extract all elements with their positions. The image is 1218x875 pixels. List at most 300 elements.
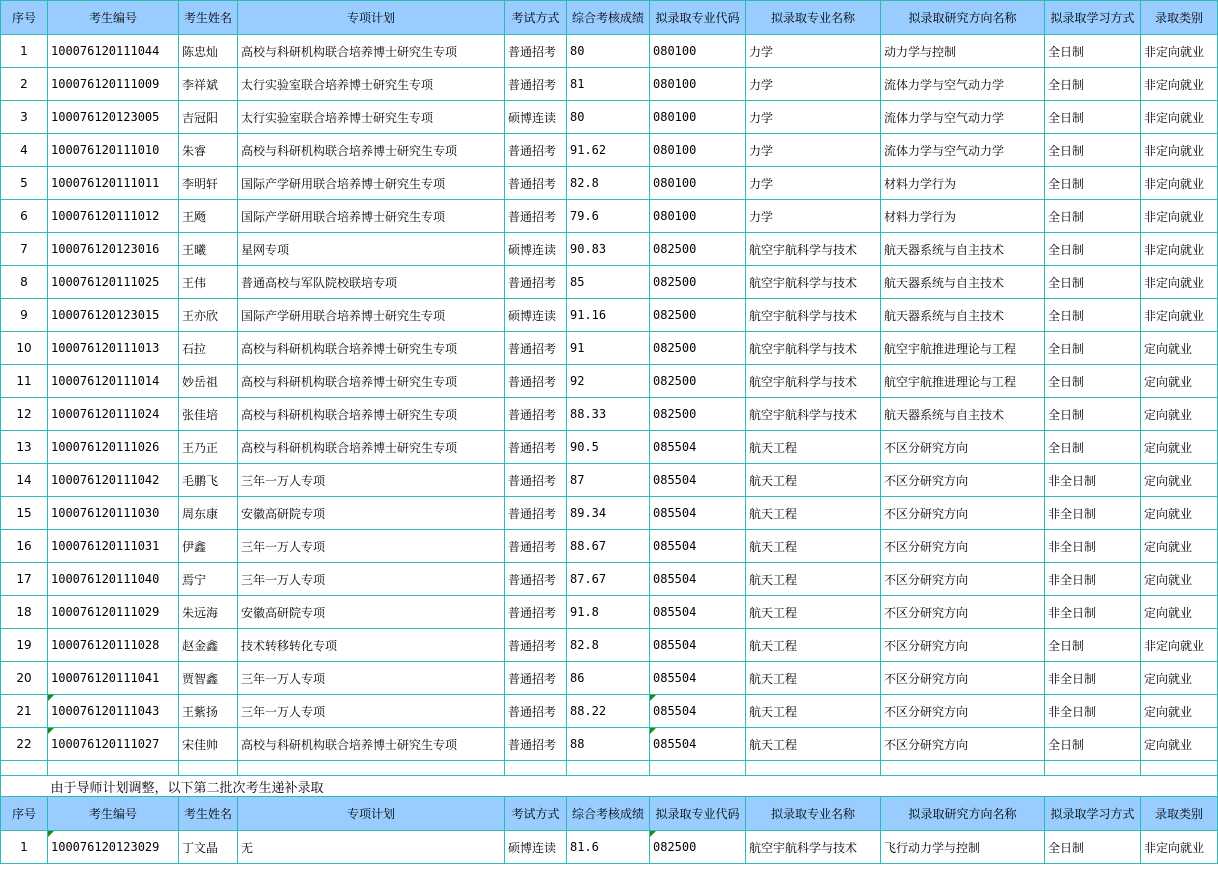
header-col-study-mode: 拟录取学习方式 [1045, 1, 1141, 35]
cell-direction: 不区分研究方向 [881, 662, 1045, 695]
cell-category: 非定向就业 [1141, 233, 1218, 266]
cell-category: 非定向就业 [1141, 101, 1218, 134]
cell-plan: 高校与科研机构联合培养博士研究生专项 [238, 134, 505, 167]
cell-seq: 1 [1, 35, 48, 68]
table-row [1, 134, 1218, 167]
cell-study-mode: 全日制 [1045, 167, 1141, 200]
cell-major-code: 085504 [650, 563, 746, 596]
table-row [1, 200, 1218, 233]
cell-major-name: 航空宇航科学与技术 [746, 299, 881, 332]
empty-cell [1, 761, 48, 776]
cell-seq: 20 [1, 662, 48, 695]
table-row [1, 68, 1218, 101]
cell-score: 88.67 [567, 530, 650, 563]
cell-exam-type: 普通招考 [505, 662, 567, 695]
cell-candidate-id: 100076120111009 [48, 68, 179, 101]
cell-score: 88.22 [567, 695, 650, 728]
cell-seq: 17 [1, 563, 48, 596]
cell-exam-type: 普通招考 [505, 332, 567, 365]
table-row [1, 530, 1218, 563]
cell-name: 焉宁 [179, 563, 238, 596]
cell-name: 朱睿 [179, 134, 238, 167]
cell-study-mode: 非全日制 [1045, 563, 1141, 596]
cell-major-code: 082500 [650, 266, 746, 299]
cell-direction: 不区分研究方向 [881, 464, 1045, 497]
cell-score: 92 [567, 365, 650, 398]
cell-seq: 6 [1, 200, 48, 233]
cell-direction: 不区分研究方向 [881, 530, 1045, 563]
header-col-major-name: 拟录取专业名称 [746, 1, 881, 35]
cell-study-mode: 非全日制 [1045, 497, 1141, 530]
cell-major-code: 082500 [650, 332, 746, 365]
table-row [1, 398, 1218, 431]
cell-major-name: 航天工程 [746, 695, 881, 728]
cell-category: 定向就业 [1141, 464, 1218, 497]
table-row [1, 35, 1218, 68]
cell-candidate-id: 100076120111028 [48, 629, 179, 662]
cell-candidate-id: 100076120123015 [48, 299, 179, 332]
cell-score: 89.34 [567, 497, 650, 530]
cell-candidate-id: 100076120111043 [48, 695, 179, 728]
header-col-candidate-id: 考生编号 [48, 797, 179, 831]
header-col-direction: 拟录取研究方向名称 [881, 1, 1045, 35]
cell-name: 石拉 [179, 332, 238, 365]
empty-cell [881, 761, 1045, 776]
cell-exam-type: 普通招考 [505, 695, 567, 728]
cell-seq: 7 [1, 233, 48, 266]
cell-candidate-id: 100076120123016 [48, 233, 179, 266]
cell-candidate-id: 100076120111041 [48, 662, 179, 695]
cell-exam-type: 普通招考 [505, 563, 567, 596]
cell-plan: 高校与科研机构联合培养博士研究生专项 [238, 431, 505, 464]
cell-major-code: 080100 [650, 134, 746, 167]
table-row [1, 464, 1218, 497]
cell-name: 毛鹏飞 [179, 464, 238, 497]
cell-exam-type: 普通招考 [505, 35, 567, 68]
cell-exam-type: 普通招考 [505, 200, 567, 233]
cell-major-name: 力学 [746, 167, 881, 200]
cell-candidate-id: 100076120111027 [48, 728, 179, 761]
cell-name: 王乃正 [179, 431, 238, 464]
cell-major-code: 085504 [650, 464, 746, 497]
cell-study-mode: 全日制 [1045, 200, 1141, 233]
cell-name: 妙岳祖 [179, 365, 238, 398]
header-col-major-name: 拟录取专业名称 [746, 797, 881, 831]
cell-study-mode: 全日制 [1045, 134, 1141, 167]
cell-plan: 三年一万人专项 [238, 662, 505, 695]
cell-plan: 三年一万人专项 [238, 464, 505, 497]
empty-cell [179, 761, 238, 776]
cell-study-mode: 全日制 [1045, 431, 1141, 464]
cell-score: 82.8 [567, 629, 650, 662]
cell-study-mode: 全日制 [1045, 728, 1141, 761]
empty-cell [505, 761, 567, 776]
cell-study-mode: 全日制 [1045, 831, 1141, 864]
header-col-exam-type: 考试方式 [505, 1, 567, 35]
header-col-category: 录取类别 [1141, 797, 1218, 831]
cell-study-mode: 全日制 [1045, 266, 1141, 299]
cell-category: 非定向就业 [1141, 167, 1218, 200]
cell-score: 80 [567, 35, 650, 68]
cell-score: 90.83 [567, 233, 650, 266]
cell-name: 王紫扬 [179, 695, 238, 728]
cell-study-mode: 非全日制 [1045, 596, 1141, 629]
cell-direction: 不区分研究方向 [881, 431, 1045, 464]
cell-major-code: 085504 [650, 431, 746, 464]
cell-plan: 安徽高研院专项 [238, 596, 505, 629]
cell-major-name: 力学 [746, 35, 881, 68]
header-col-major-code: 拟录取专业代码 [650, 797, 746, 831]
header-col-plan: 专项计划 [238, 1, 505, 35]
header-col-plan: 专项计划 [238, 797, 505, 831]
cell-score: 90.5 [567, 431, 650, 464]
cell-category: 非定向就业 [1141, 629, 1218, 662]
cell-study-mode: 全日制 [1045, 332, 1141, 365]
cell-exam-type: 普通招考 [505, 728, 567, 761]
empty-cell [238, 761, 505, 776]
cell-major-code: 080100 [650, 200, 746, 233]
cell-seq: 2 [1, 68, 48, 101]
cell-major-code: 085504 [650, 596, 746, 629]
cell-direction: 流体力学与空气动力学 [881, 134, 1045, 167]
cell-direction: 不区分研究方向 [881, 695, 1045, 728]
supplement-note: 由于导师计划调整，以下第二批次考生递补录取 [48, 776, 1218, 797]
cell-score: 88 [567, 728, 650, 761]
cell-study-mode: 非全日制 [1045, 464, 1141, 497]
cell-category: 非定向就业 [1141, 266, 1218, 299]
cell-direction: 航空宇航推进理论与工程 [881, 365, 1045, 398]
cell-plan: 三年一万人专项 [238, 563, 505, 596]
cell-name: 王亦欣 [179, 299, 238, 332]
table-row [1, 831, 1218, 864]
cell-score: 85 [567, 266, 650, 299]
cell-exam-type: 普通招考 [505, 431, 567, 464]
cell-major-name: 力学 [746, 101, 881, 134]
cell-plan: 三年一万人专项 [238, 695, 505, 728]
cell-major-code: 085504 [650, 728, 746, 761]
cell-plan: 高校与科研机构联合培养博士研究生专项 [238, 728, 505, 761]
cell-seq: 3 [1, 101, 48, 134]
cell-study-mode: 全日制 [1045, 629, 1141, 662]
cell-score: 81 [567, 68, 650, 101]
cell-major-name: 力学 [746, 134, 881, 167]
cell-candidate-id: 100076120111042 [48, 464, 179, 497]
cell-major-code: 082500 [650, 365, 746, 398]
cell-plan: 太行实验室联合培养博士研究生专项 [238, 101, 505, 134]
cell-direction: 不区分研究方向 [881, 596, 1045, 629]
cell-direction: 不区分研究方向 [881, 629, 1045, 662]
supplement-header-row [1, 797, 1218, 831]
cell-plan: 高校与科研机构联合培养博士研究生专项 [238, 398, 505, 431]
cell-plan: 高校与科研机构联合培养博士研究生专项 [238, 35, 505, 68]
cell-major-code: 085504 [650, 530, 746, 563]
cell-direction: 航天器系统与自主技术 [881, 266, 1045, 299]
table-row [1, 167, 1218, 200]
cell-name: 张佳培 [179, 398, 238, 431]
cell-name: 伊鑫 [179, 530, 238, 563]
cell-major-code: 082500 [650, 233, 746, 266]
cell-plan: 技术转移转化专项 [238, 629, 505, 662]
cell-direction: 流体力学与空气动力学 [881, 101, 1045, 134]
header-col-name: 考生姓名 [179, 797, 238, 831]
cell-name: 贾智鑫 [179, 662, 238, 695]
cell-exam-type: 普通招考 [505, 134, 567, 167]
cell-category: 定向就业 [1141, 365, 1218, 398]
cell-major-code: 085504 [650, 662, 746, 695]
cell-direction: 飞行动力学与控制 [881, 831, 1045, 864]
cell-plan: 高校与科研机构联合培养博士研究生专项 [238, 365, 505, 398]
cell-major-name: 航天工程 [746, 530, 881, 563]
header-col-score: 综合考核成绩 [567, 1, 650, 35]
cell-study-mode: 全日制 [1045, 35, 1141, 68]
cell-direction: 航天器系统与自主技术 [881, 233, 1045, 266]
cell-category: 定向就业 [1141, 530, 1218, 563]
cell-direction: 材料力学行为 [881, 167, 1045, 200]
header-col-major-code: 拟录取专业代码 [650, 1, 746, 35]
table-row [1, 662, 1218, 695]
cell-major-code: 080100 [650, 167, 746, 200]
table-row [1, 695, 1218, 728]
cell-candidate-id: 100076120123029 [48, 831, 179, 864]
empty-cell [746, 761, 881, 776]
cell-category: 非定向就业 [1141, 35, 1218, 68]
cell-name: 王曦 [179, 233, 238, 266]
cell-plan: 安徽高研院专项 [238, 497, 505, 530]
cell-study-mode: 全日制 [1045, 233, 1141, 266]
cell-plan: 国际产学研用联合培养博士研究生专项 [238, 167, 505, 200]
cell-exam-type: 普通招考 [505, 530, 567, 563]
cell-direction: 动力学与控制 [881, 35, 1045, 68]
cell-category: 定向就业 [1141, 332, 1218, 365]
cell-candidate-id: 100076120111025 [48, 266, 179, 299]
cell-study-mode: 非全日制 [1045, 695, 1141, 728]
cell-seq: 4 [1, 134, 48, 167]
header-col-study-mode: 拟录取学习方式 [1045, 797, 1141, 831]
cell-exam-type: 普通招考 [505, 398, 567, 431]
cell-name: 李祥斌 [179, 68, 238, 101]
cell-seq: 10 [1, 332, 48, 365]
cell-candidate-id: 100076120111040 [48, 563, 179, 596]
cell-score: 80 [567, 101, 650, 134]
cell-candidate-id: 100076120111030 [48, 497, 179, 530]
cell-name: 吉冠阳 [179, 101, 238, 134]
cell-major-name: 航天工程 [746, 497, 881, 530]
cell-major-name: 航天工程 [746, 629, 881, 662]
cell-major-name: 航天工程 [746, 563, 881, 596]
cell-major-name: 航空宇航科学与技术 [746, 831, 881, 864]
table-row [1, 629, 1218, 662]
cell-major-code: 080100 [650, 68, 746, 101]
cell-candidate-id: 100076120111026 [48, 431, 179, 464]
empty-cell [1, 776, 48, 797]
table-row [1, 233, 1218, 266]
cell-candidate-id: 100076120111031 [48, 530, 179, 563]
cell-score: 91.62 [567, 134, 650, 167]
cell-name: 赵金鑫 [179, 629, 238, 662]
cell-exam-type: 普通招考 [505, 68, 567, 101]
cell-seq: 11 [1, 365, 48, 398]
cell-direction: 航天器系统与自主技术 [881, 299, 1045, 332]
cell-category: 定向就业 [1141, 695, 1218, 728]
cell-category: 定向就业 [1141, 662, 1218, 695]
header-col-name: 考生姓名 [179, 1, 238, 35]
cell-category: 非定向就业 [1141, 134, 1218, 167]
cell-exam-type: 普通招考 [505, 365, 567, 398]
cell-direction: 航空宇航推进理论与工程 [881, 332, 1045, 365]
cell-plan: 三年一万人专项 [238, 530, 505, 563]
cell-candidate-id: 100076120111013 [48, 332, 179, 365]
header-col-candidate-id: 考生编号 [48, 1, 179, 35]
cell-exam-type: 普通招考 [505, 596, 567, 629]
header-col-category: 录取类别 [1141, 1, 1218, 35]
cell-major-code: 082500 [650, 831, 746, 864]
table-row [1, 728, 1218, 761]
cell-candidate-id: 100076120111044 [48, 35, 179, 68]
cell-score: 82.8 [567, 167, 650, 200]
header-col-seq: 序号 [1, 1, 48, 35]
cell-study-mode: 全日制 [1045, 299, 1141, 332]
cell-name: 陈忠灿 [179, 35, 238, 68]
empty-cell [1141, 761, 1218, 776]
cell-seq: 15 [1, 497, 48, 530]
table-row [1, 563, 1218, 596]
cell-seq: 1 [1, 831, 48, 864]
cell-major-name: 力学 [746, 200, 881, 233]
header-col-exam-type: 考试方式 [505, 797, 567, 831]
empty-cell [48, 761, 179, 776]
cell-score: 91.16 [567, 299, 650, 332]
cell-exam-type: 硕博连读 [505, 233, 567, 266]
cell-direction: 材料力学行为 [881, 200, 1045, 233]
cell-category: 定向就业 [1141, 398, 1218, 431]
cell-candidate-id: 100076120111010 [48, 134, 179, 167]
cell-seq: 16 [1, 530, 48, 563]
empty-cell [1045, 761, 1141, 776]
cell-score: 88.33 [567, 398, 650, 431]
cell-category: 定向就业 [1141, 497, 1218, 530]
cell-major-name: 航空宇航科学与技术 [746, 398, 881, 431]
cell-seq: 14 [1, 464, 48, 497]
cell-score: 87.67 [567, 563, 650, 596]
cell-direction: 不区分研究方向 [881, 728, 1045, 761]
cell-seq: 18 [1, 596, 48, 629]
cell-plan: 国际产学研用联合培养博士研究生专项 [238, 200, 505, 233]
table-row [1, 431, 1218, 464]
cell-study-mode: 全日制 [1045, 68, 1141, 101]
cell-study-mode: 全日制 [1045, 398, 1141, 431]
cell-name: 朱远海 [179, 596, 238, 629]
cell-category: 定向就业 [1141, 431, 1218, 464]
cell-plan: 太行实验室联合培养博士研究生专项 [238, 68, 505, 101]
cell-seq: 13 [1, 431, 48, 464]
cell-exam-type: 普通招考 [505, 464, 567, 497]
cell-score: 87 [567, 464, 650, 497]
cell-study-mode: 非全日制 [1045, 530, 1141, 563]
cell-seq: 8 [1, 266, 48, 299]
cell-direction: 不区分研究方向 [881, 497, 1045, 530]
cell-major-name: 航天工程 [746, 728, 881, 761]
cell-direction: 不区分研究方向 [881, 563, 1045, 596]
cell-score: 91.8 [567, 596, 650, 629]
cell-name: 周东康 [179, 497, 238, 530]
cell-name: 宋佳帅 [179, 728, 238, 761]
header-col-direction: 拟录取研究方向名称 [881, 797, 1045, 831]
blank-row [1, 761, 1218, 776]
cell-seq: 22 [1, 728, 48, 761]
cell-study-mode: 全日制 [1045, 365, 1141, 398]
cell-plan: 普通高校与军队院校联培专项 [238, 266, 505, 299]
cell-candidate-id: 100076120111029 [48, 596, 179, 629]
cell-candidate-id: 100076120111012 [48, 200, 179, 233]
cell-major-code: 082500 [650, 299, 746, 332]
cell-plan: 星网专项 [238, 233, 505, 266]
cell-category: 定向就业 [1141, 596, 1218, 629]
cell-major-code: 082500 [650, 398, 746, 431]
cell-major-code: 085504 [650, 695, 746, 728]
table-row [1, 266, 1218, 299]
cell-plan: 国际产学研用联合培养博士研究生专项 [238, 299, 505, 332]
cell-seq: 9 [1, 299, 48, 332]
cell-major-name: 力学 [746, 68, 881, 101]
cell-exam-type: 普通招考 [505, 266, 567, 299]
cell-major-code: 085504 [650, 497, 746, 530]
cell-name: 王伟 [179, 266, 238, 299]
cell-category: 非定向就业 [1141, 831, 1218, 864]
cell-exam-type: 普通招考 [505, 629, 567, 662]
cell-major-code: 080100 [650, 35, 746, 68]
cell-score: 86 [567, 662, 650, 695]
cell-major-name: 航天工程 [746, 662, 881, 695]
header-col-seq: 序号 [1, 797, 48, 831]
main-header-row [1, 1, 1218, 35]
cell-exam-type: 硕博连读 [505, 831, 567, 864]
cell-name: 丁文晶 [179, 831, 238, 864]
cell-major-name: 航天工程 [746, 596, 881, 629]
cell-score: 91 [567, 332, 650, 365]
cell-exam-type: 硕博连读 [505, 299, 567, 332]
cell-major-name: 航空宇航科学与技术 [746, 332, 881, 365]
empty-cell [650, 761, 746, 776]
header-col-score: 综合考核成绩 [567, 797, 650, 831]
cell-exam-type: 普通招考 [505, 497, 567, 530]
cell-exam-type: 硕博连读 [505, 101, 567, 134]
cell-candidate-id: 100076120111011 [48, 167, 179, 200]
cell-study-mode: 非全日制 [1045, 662, 1141, 695]
table-row [1, 101, 1218, 134]
cell-candidate-id: 100076120123005 [48, 101, 179, 134]
cell-major-name: 航天工程 [746, 464, 881, 497]
cell-candidate-id: 100076120111024 [48, 398, 179, 431]
table-row [1, 596, 1218, 629]
cell-seq: 19 [1, 629, 48, 662]
cell-category: 定向就业 [1141, 563, 1218, 596]
cell-study-mode: 全日制 [1045, 101, 1141, 134]
cell-major-name: 航空宇航科学与技术 [746, 266, 881, 299]
cell-candidate-id: 100076120111014 [48, 365, 179, 398]
empty-cell [567, 761, 650, 776]
cell-plan: 无 [238, 831, 505, 864]
cell-category: 非定向就业 [1141, 299, 1218, 332]
cell-direction: 航天器系统与自主技术 [881, 398, 1045, 431]
cell-score: 79.6 [567, 200, 650, 233]
table-row [1, 497, 1218, 530]
cell-major-name: 航天工程 [746, 431, 881, 464]
cell-name: 王飏 [179, 200, 238, 233]
cell-plan: 高校与科研机构联合培养博士研究生专项 [238, 332, 505, 365]
cell-category: 非定向就业 [1141, 200, 1218, 233]
table-row [1, 299, 1218, 332]
cell-category: 定向就业 [1141, 728, 1218, 761]
